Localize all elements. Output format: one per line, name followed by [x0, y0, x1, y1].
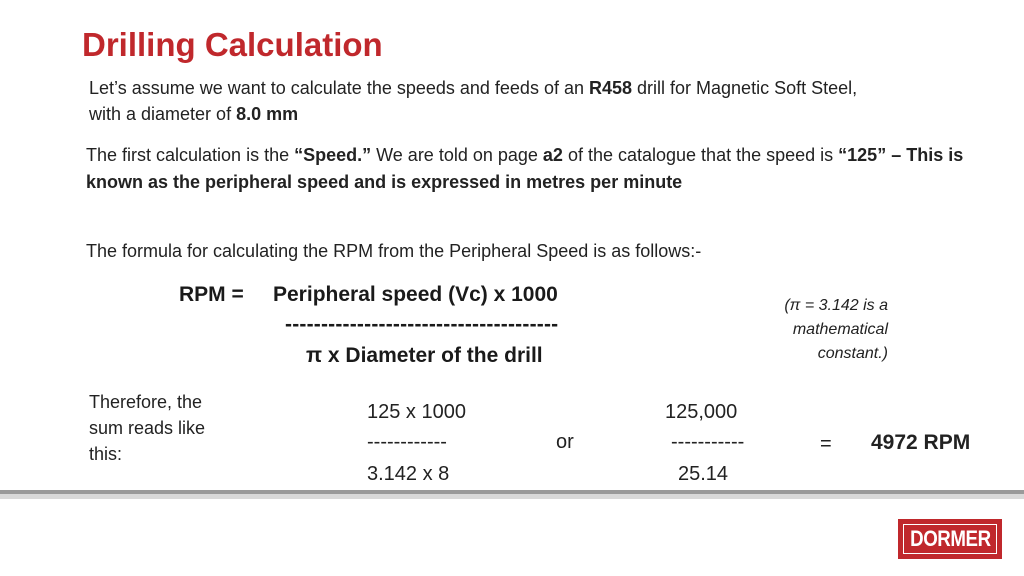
intro-paragraph [89, 75, 889, 127]
speed-text-2: We are told on page [371, 145, 543, 165]
calc-result: 4972 RPM [871, 431, 971, 454]
formula-lhs: RPM = [179, 283, 244, 306]
therefore-line-3: this: [89, 444, 123, 464]
pi-note-line-2: mathematical [792, 321, 888, 338]
pi-note-line-3: constant.) [817, 345, 888, 362]
logo-text: DORMER [909, 526, 991, 551]
logo-border [903, 524, 997, 554]
slide-title: Drilling Calculation [82, 26, 383, 63]
footer-rule-light [0, 494, 1024, 499]
formula-intro: The formula for calculating the RPM from the Peripheral Speed is as follows:- [86, 241, 702, 261]
speed-text-1: The first calculation is the [86, 145, 295, 165]
calc-numerator-2: 125,000 [665, 401, 738, 423]
therefore-text [89, 389, 259, 467]
therefore-line-2: sum reads like [89, 418, 206, 438]
calc-equals: = [820, 433, 832, 455]
peripheral-speed-definition: “125” – This is known as the peripheral speed and is expressed in metres per minute [86, 145, 964, 192]
formula-denominator: π x Diameter of the drill [306, 344, 543, 367]
pi-note [700, 294, 888, 366]
speed-keyword: “Speed.” [294, 145, 372, 165]
calc-divider-1: ------------ [367, 431, 447, 453]
catalogue-page: a2 [542, 145, 563, 165]
calc-denominator-1: 3.142 x 8 [367, 463, 450, 485]
therefore-line-1: Therefore, the [89, 392, 203, 412]
calc-or: or [556, 431, 574, 453]
formula-numerator: Peripheral speed (Vc) x 1000 [273, 283, 558, 306]
intro-text-2: drill for Magnetic Soft Steel, with a diameter of [89, 78, 858, 124]
intro-text-1: Let’s assume we want to calculate the speeds and feeds of an [89, 78, 589, 98]
calc-numerator-1: 125 x 1000 [367, 401, 466, 423]
drill-model: R458 [588, 78, 633, 98]
formula-divider: -------------------------------------- [285, 313, 559, 336]
speed-paragraph [86, 142, 996, 196]
calc-divider-2: ----------- [671, 431, 745, 453]
calc-denominator-2: 25.14 [678, 463, 729, 485]
drill-diameter: 8.0 mm [236, 104, 299, 124]
pi-note-line-1: (π = 3.142 is a [784, 297, 888, 314]
speed-text-3: of the catalogue that the speed is [562, 145, 839, 165]
dormer-logo [898, 519, 1002, 559]
